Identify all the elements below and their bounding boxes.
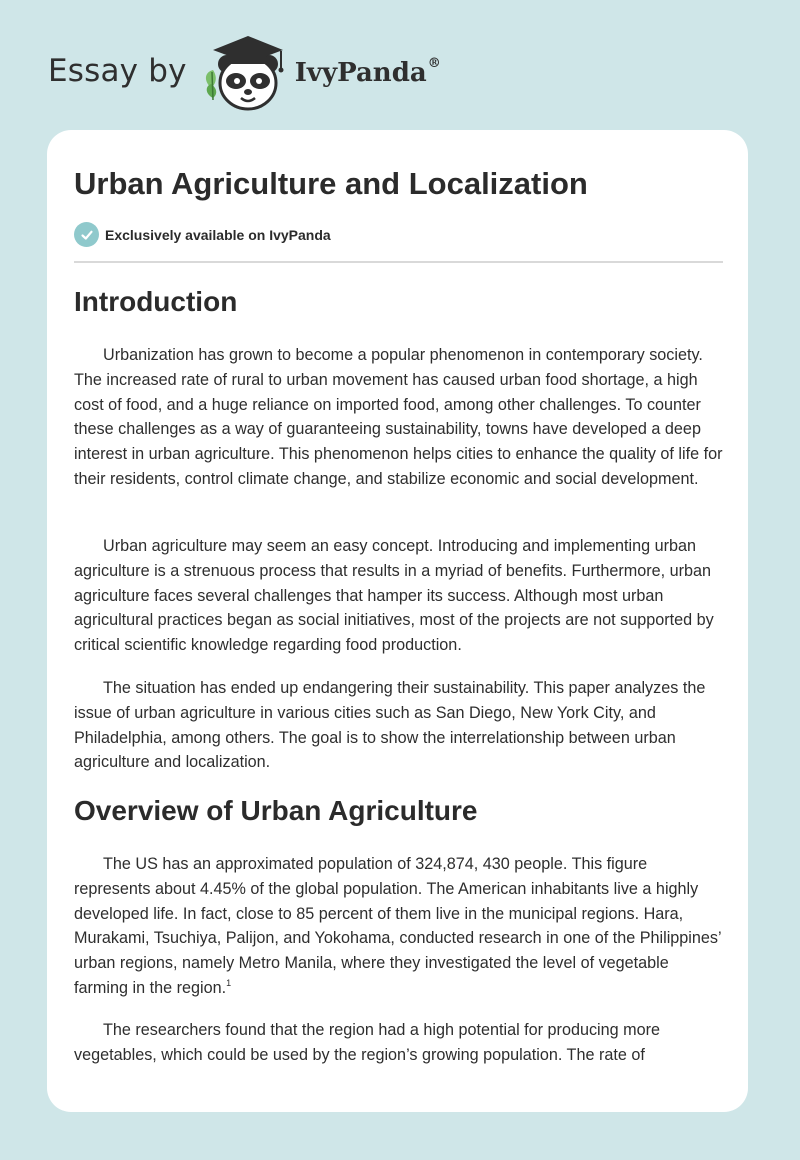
exclusive-badge: [74, 222, 331, 247]
check-icon: [74, 222, 99, 247]
ivypanda-mascot-logo[interactable]: [201, 28, 293, 114]
title-divider: [74, 261, 723, 263]
footnote-ref[interactable]: 1: [226, 977, 232, 988]
paragraph: The US has an approximated population of 324,874, 430 people. This figure represents about 4.45% of the global population. The American inhabitants live a highly developed life. In fact, close to 85 percent of them live in the municipal regions. Hara, Murakami, Tsuchiya, Palijon, and Yokohama, conducted research in one of the Philippines’ urban regions, namely Metro Manila, where they investigated the level of vegetable farming in the region.$^1$: [74, 855, 721, 997]
section-heading-introduction: Introduction: [74, 286, 238, 317]
paragraph: Urban agriculture may seem an easy concept. Introducing and implementing urban agriculture is a strenuous process that results in a myriad of benefits. Furthermore, urban agriculture faces several challenges that hamper its success. Although most urban agricultural practices began as social initiatives, most of the projects are not supported by critical scientific knowledge regarding food production.: [74, 537, 714, 655]
paragraph: Urbanization has grown to become a popular phenomenon in contemporary society. The increased rate of rural to urban movement has caused urban food shortage, a high cost of food, and a huge reliance on imported food, among other challenges. To counter these challenges as a way of guaranteeing sustainability, towns have developed a deep interest in urban agriculture. This phenomenon helps cities to enhance the quality of life for their residents, control climate change, and stabilize economic and social development.: [74, 346, 723, 488]
paragraph: The situation has ended up endangering their sustainability. This paper analyzes the issue of urban agriculture in various cities such as San Diego, New York City, and Philadelphia, among others. The goal is to show the interrelationship between urban agriculture and localization.: [74, 679, 706, 772]
site-header: [48, 28, 441, 114]
page-title: Urban Agriculture and Localization: [74, 166, 588, 201]
essay-card: [47, 130, 748, 1112]
paragraph: The researchers found that the region had a high potential for producing more vegetables, which could be used by the region’s growing population. The rate of: [74, 1021, 661, 1064]
ivypanda-brand[interactable]: IvyPanda®: [294, 56, 441, 88]
section-heading-overview: Overview of Urban Agriculture: [74, 795, 478, 826]
essay-by-label: Essay by: [48, 53, 187, 89]
exclusive-badge-label: Exclusively available on IvyPanda: [105, 226, 331, 243]
